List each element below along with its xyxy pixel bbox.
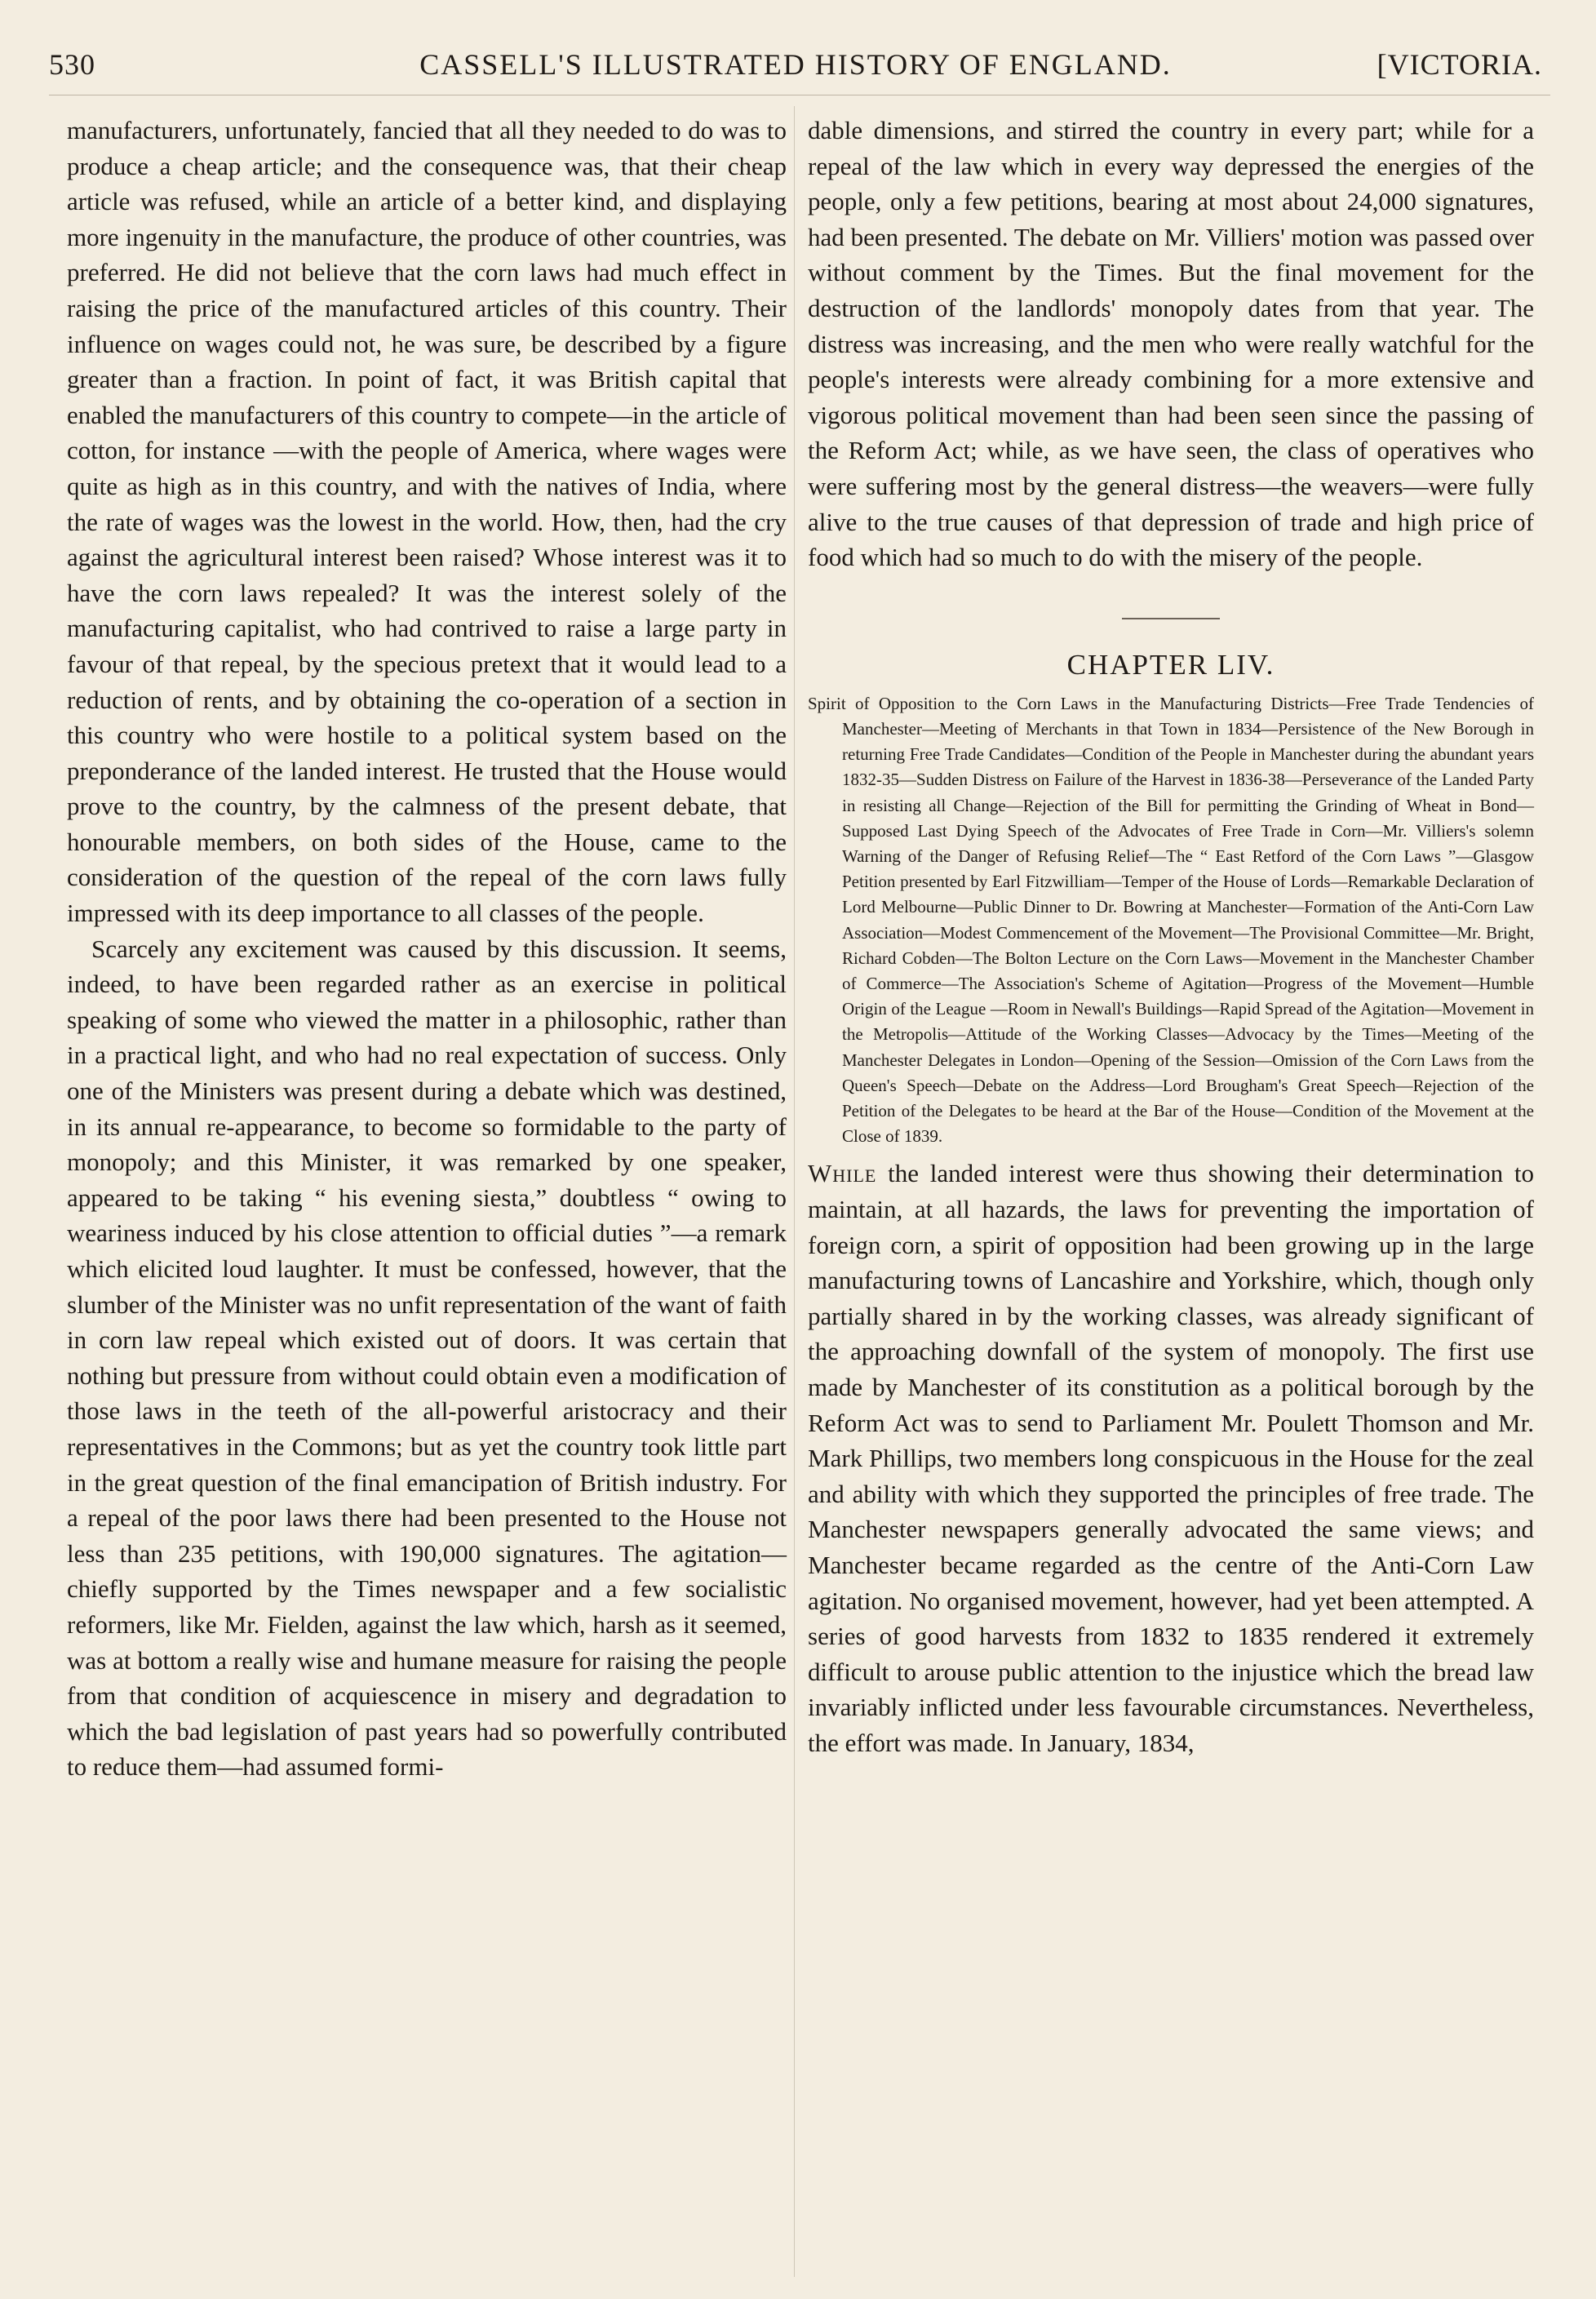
right-continuation-paragraph: dable dimensions, and stirred the country in every part; while for a repeal of the law which in every way depressed the energies of the people, only a few petitions, bearing at most about 24,000 signatures, had been presented. The debate on Mr. Villiers' motion was passed over without comment by the Times. But the final movement for the destruction of the landlords' monopoly dates from that year. The distress was increasing, and the men who were really watchful for the people's interests were already combining for a more extensive and vigorous political movement than had been seen since the passing of the Reform Act; while, as we have seen, the class of operatives who were suffering most by the general distress—the weavers—were fully alive to the true causes of that depression of trade and high price of food which had so much to do with the misery of the people. — [808, 116, 1534, 572]
section-label: [VICTORIA. — [1377, 48, 1542, 81]
left-paragraph-2: Scarcely any excitement was caused by this discussion. It seems, indeed, to have been regarded rather as an exercise in political speaking of some who viewed the matter in a philosophic, rather than in a practical light, and who had no real expectation of success. Only one of the Ministers was present during a debate which was destined, in its annual re-appearance, to become so formidable to the party of monopoly; and this Minister, it was remarked by one speaker, appeared to be taking “ his evening siesta,” doubtless “ owing to weariness induced by his close attention to official duties ”—a remark which elicited loud laughter. It must be confessed, however, that the slumber of the Minister was no unfit representation of the want of faith in corn law repeal which existed out of doors. It was certain that nothing but pressure from without could obtain even a modification of those laws in the teeth of the all-powerful aristocracy and their representatives in the Commons; but as yet the country took little part in the great question of the final emancipation of British industry. For a repeal of the poor laws there had been presented to the House not less than 235 petitions, with 190,000 signatures. The agitation—chiefly supported by the Times newspaper and a few socialistic reformers, like Mr. Fielden, against the law which, harsh as it seemed, was at bottom a really wise and humane measure for raising the people from that condition of acquiescence in misery and degradation to which the bad legislation of past years had so powerfully contributed to reduce them—had assumed formi- — [67, 934, 787, 1782]
page-number: 530 — [49, 48, 95, 81]
chapter-divider-rule — [1122, 618, 1220, 619]
page-header — [49, 39, 1542, 85]
chapter-opening-paragraph — [808, 1156, 1534, 1760]
running-title: CASSELL'S ILLUSTRATED HISTORY OF ENGLAND. — [419, 48, 1172, 81]
opening-paragraph-body: the landed interest were thus showing their determination to maintain, at all hazards, the laws for preventing the importation of foreign corn, a spirit of opposition had been growing up in the large manufacturing towns of Lancashire and Yorkshire, which, though only partially shared in by the working classes, was already significant of the approaching downfall of the system of monopoly. The first use made by Manchester of its constitution as a political borough by the Reform Act was to send to Parliament Mr. Poulett Thomson and Mr. Mark Phillips, two members long conspicuous in the House for the zeal and ability with which they supported the principles of free trade. The Manchester newspapers generally advocated the same views; and Manchester became regarded as the centre of the Anti-Corn Law agitation. No organised movement, however, had yet been attempted. A series of good harvests from 1832 to 1835 rendered it extremely difficult to arouse public attention to the injustice which the bread law invariably inflicted under less favourable circumstances. Nevertheless, the effort was made. In January, 1834, — [808, 1159, 1534, 1757]
column-divider — [794, 106, 795, 2277]
left-paragraph-1: manufacturers, unfortunately, fancied that all they needed to do was to produce a cheap article; and the consequence was, that their cheap article was refused, while an article of a better kind, and displaying more ingenuity in the manufacture, the produce of other countries, was preferred. He did not believe that the corn laws had much effect in raising the price of the manufactured articles of this country. Their influence on wages could not, he was sure, be described by a figure greater than a fraction. In point of fact, it was British capital that enabled the manufacturers of this country to compete—in the article of cotton, for instance —with the people of America, where wages were quite as high as in this country, and with the natives of India, where the rate of wages was the lowest in the world. How, then, had the cry against the agricultural interest been raised? Whose interest was it to have the corn laws repealed? It was the interest solely of the manufacturing capitalist, who had contrived to raise a large party in favour of that repeal, by the specious pretext that it would lead to a reduction of rents, and by obtaining the co-operation of a section in this country who were hostile to a political system based on the preponderance of the landed interest. He trusted that the House would prove to the country, by the calmness of the present debate, that honourable members, on both sides of the House, came to the consideration of the question of the repeal of the corn laws fully impressed with its deep importance to all classes of the people. — [67, 116, 787, 928]
left-column — [67, 113, 787, 1785]
chapter-title: CHAPTER LIV. — [1066, 648, 1275, 681]
right-column — [808, 113, 1534, 1760]
lead-in-word: While — [808, 1159, 877, 1188]
chapter-synopsis: Spirit of Opposition to the Corn Laws in the Manufacturing Districts—Free Trade Tendencies of Manchester—Meeting of Merchants in that Town in 1834—Persistence of the New Borough in returning Free Trade Candidates—Condition of the People in Manchester during the abundant years 1832-35—Sudden Distress on Failure of the Harvest in 1836-38—Perseverance of the Landed Party in resisting all Change—Rejection of the Bill for permitting the Grinding of Wheat in Bond—Supposed Last Dying Speech of the Advocates of Free Trade in Corn—Mr. Villiers's solemn Warning of the Danger of Refusing Relief—The “ East Retford of the Corn Laws ”—Glasgow Petition presented by Earl Fitzwilliam—Temper of the House of Lords—Remarkable Declaration of Lord Melbourne—Public Dinner to Dr. Bowring at Manchester—Formation of the Anti-Corn Law Association—Modest Commencement of the Movement—The Provisional Committee—Mr. Bright, Richard Cobden—The Bolton Lecture on the Corn Laws—Movement in the Manchester Chamber of Commerce—The Association's Scheme of Agitation—Progress of the Movement—Humble Origin of the League —Room in Newall's Buildings—Rapid Spread of the Agitation—Movement in the Metropolis—Attitude of the Working Classes—Advocacy by the Times—Meeting of the Manchester Delegates in London—Opening of the Session—Omission of the Corn Laws from the Queen's Speech—Debate on the Address—Lord Brougham's Great Speech—Rejection of the Petition of the Delegates to be heard at the Bar of the House—Condition of the Movement at the Close of 1839. — [808, 693, 1534, 1147]
